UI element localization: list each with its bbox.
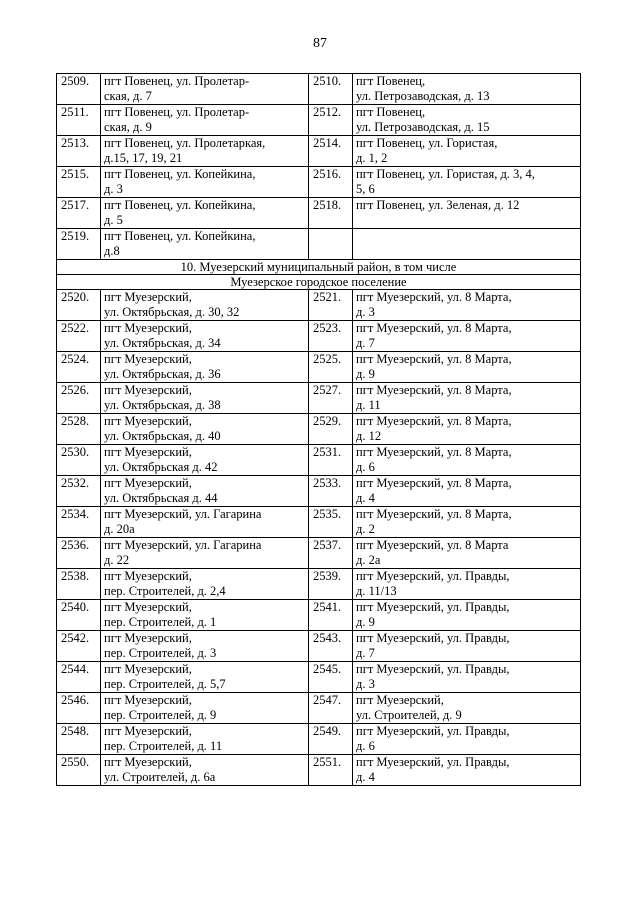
entry-number: 2532. — [57, 476, 101, 507]
entry-address: пгт Повенец, ул. Копейкина, д.8 — [101, 229, 309, 260]
entry-number: 2515. — [57, 167, 101, 198]
table-body-bottom — [57, 290, 581, 786]
entry-address: пгт Муезерский, ул. Правды, д. 9 — [353, 600, 581, 631]
entry-number: 2536. — [57, 538, 101, 569]
entry-address: пгт Муезерский, ул. Октябрьская, д. 36 — [101, 352, 309, 383]
entry-number — [309, 229, 353, 260]
table-row — [57, 136, 581, 167]
table-row — [57, 600, 581, 631]
table-row — [57, 693, 581, 724]
entry-number: 2522. — [57, 321, 101, 352]
table-row — [57, 105, 581, 136]
entry-number: 2548. — [57, 724, 101, 755]
entry-number: 2542. — [57, 631, 101, 662]
entry-number: 2521. — [309, 290, 353, 321]
subsection-heading: Муезерское городское поселение — [57, 275, 581, 290]
entry-number: 2539. — [309, 569, 353, 600]
section-heading-row — [57, 260, 581, 275]
entry-number: 2516. — [309, 167, 353, 198]
entry-number: 2519. — [57, 229, 101, 260]
entry-number: 2535. — [309, 507, 353, 538]
entry-number: 2549. — [309, 724, 353, 755]
entry-address: пгт Муезерский, ул. Правды, д. 7 — [353, 631, 581, 662]
entry-address: пгт Муезерский, ул. 8 Марта, д. 3 — [353, 290, 581, 321]
entry-address: пгт Муезерский, ул. 8 Марта, д. 9 — [353, 352, 581, 383]
entry-address: пгт Муезерский, пер. Строителей, д. 2,4 — [101, 569, 309, 600]
entry-number: 2528. — [57, 414, 101, 445]
entry-address: пгт Муезерский, ул. 8 Марта, д. 11 — [353, 383, 581, 414]
table-row — [57, 569, 581, 600]
subsection-heading-row — [57, 275, 581, 290]
entry-address: пгт Муезерский, ул. Октябрьская, д. 38 — [101, 383, 309, 414]
entry-number: 2526. — [57, 383, 101, 414]
table-row — [57, 476, 581, 507]
entry-number: 2514. — [309, 136, 353, 167]
entry-address: пгт Муезерский, ул. 8 Марта д. 2а — [353, 538, 581, 569]
entry-number: 2534. — [57, 507, 101, 538]
entry-address: пгт Повенец, ул. Копейкина, д. 5 — [101, 198, 309, 229]
table-row — [57, 631, 581, 662]
entry-number: 2541. — [309, 600, 353, 631]
table-row — [57, 290, 581, 321]
entry-address: пгт Муезерский, ул. Октябрьская, д. 30, 32 — [101, 290, 309, 321]
entry-number: 2520. — [57, 290, 101, 321]
entry-number: 2547. — [309, 693, 353, 724]
entry-address: пгт Муезерский, ул. Строителей, д. 6а — [101, 755, 309, 786]
entry-number: 2510. — [309, 74, 353, 105]
entry-address: пгт Муезерский, ул. Правды, д. 11/13 — [353, 569, 581, 600]
entry-address: пгт Муезерский, ул. 8 Марта, д. 6 — [353, 445, 581, 476]
table-row — [57, 445, 581, 476]
table-row — [57, 507, 581, 538]
entry-address: пгт Муезерский, пер. Строителей, д. 9 — [101, 693, 309, 724]
table-row — [57, 321, 581, 352]
entry-number: 2513. — [57, 136, 101, 167]
entry-number: 2551. — [309, 755, 353, 786]
entry-number: 2517. — [57, 198, 101, 229]
entry-address: пгт Муезерский, пер. Строителей, д. 11 — [101, 724, 309, 755]
table-body-top — [57, 74, 581, 260]
entry-number: 2546. — [57, 693, 101, 724]
entry-address: пгт Муезерский, ул. Октябрьская, д. 34 — [101, 321, 309, 352]
table-row — [57, 414, 581, 445]
entry-number: 2530. — [57, 445, 101, 476]
entry-address: пгт Повенец, ул. Петрозаводская, д. 15 — [353, 105, 581, 136]
table-row — [57, 198, 581, 229]
entry-address: пгт Повенец, ул. Пролетар- ская, д. 9 — [101, 105, 309, 136]
table-row — [57, 724, 581, 755]
entry-address: пгт Муезерский, ул. Правды, д. 6 — [353, 724, 581, 755]
table-row — [57, 755, 581, 786]
entry-address: пгт Муезерский, пер. Строителей, д. 1 — [101, 600, 309, 631]
entry-address: пгт Повенец, ул. Гористая, д. 3, 4, 5, 6 — [353, 167, 581, 198]
entry-address: пгт Повенец, ул. Пролетар- ская, д. 7 — [101, 74, 309, 105]
entry-address: пгт Повенец, ул. Зеленая, д. 12 — [353, 198, 581, 229]
entry-number: 2509. — [57, 74, 101, 105]
entry-number: 2512. — [309, 105, 353, 136]
entry-number: 2518. — [309, 198, 353, 229]
entry-address — [353, 229, 581, 260]
section-header — [57, 260, 581, 290]
table-row — [57, 167, 581, 198]
entry-address: пгт Муезерский, ул. Гагарина д. 20а — [101, 507, 309, 538]
entry-address: пгт Муезерский, ул. Гагарина д. 22 — [101, 538, 309, 569]
table-row — [57, 538, 581, 569]
entry-number: 2533. — [309, 476, 353, 507]
entry-address: пгт Муезерский, ул. Октябрьская д. 42 — [101, 445, 309, 476]
entry-address: пгт Повенец, ул. Петрозаводская, д. 13 — [353, 74, 581, 105]
table-row — [57, 352, 581, 383]
section-heading: 10. Муезерский муниципальный район, в том числе — [57, 260, 581, 275]
entry-address: пгт Муезерский, ул. Правды, д. 4 — [353, 755, 581, 786]
entry-address: пгт Повенец, ул. Пролетаркая, д.15, 17, 19, 21 — [101, 136, 309, 167]
entry-address: пгт Муезерский, ул. Строителей, д. 9 — [353, 693, 581, 724]
entry-number: 2527. — [309, 383, 353, 414]
entry-address: пгт Муезерский, пер. Строителей, д. 5,7 — [101, 662, 309, 693]
entry-number: 2525. — [309, 352, 353, 383]
entry-address: пгт Муезерский, ул. Октябрьская, д. 40 — [101, 414, 309, 445]
entry-number: 2511. — [57, 105, 101, 136]
table-row — [57, 229, 581, 260]
entry-number: 2544. — [57, 662, 101, 693]
table-row — [57, 383, 581, 414]
entry-number: 2540. — [57, 600, 101, 631]
entry-address: пгт Муезерский, ул. Правды, д. 3 — [353, 662, 581, 693]
entry-address: пгт Муезерский, ул. 8 Марта, д. 2 — [353, 507, 581, 538]
entry-address: пгт Повенец, ул. Гористая, д. 1, 2 — [353, 136, 581, 167]
entry-number: 2550. — [57, 755, 101, 786]
entry-number: 2523. — [309, 321, 353, 352]
entry-address: пгт Муезерский, ул. Октябрьская д. 44 — [101, 476, 309, 507]
entry-number: 2529. — [309, 414, 353, 445]
entry-address: пгт Повенец, ул. Копейкина, д. 3 — [101, 167, 309, 198]
entry-number: 2543. — [309, 631, 353, 662]
entry-number: 2545. — [309, 662, 353, 693]
address-table — [56, 73, 581, 786]
entry-number: 2531. — [309, 445, 353, 476]
entry-address: пгт Муезерский, ул. 8 Марта, д. 4 — [353, 476, 581, 507]
entry-address: пгт Муезерский, ул. 8 Марта, д. 12 — [353, 414, 581, 445]
entry-address: пгт Муезерский, пер. Строителей, д. 3 — [101, 631, 309, 662]
entry-address: пгт Муезерский, ул. 8 Марта, д. 7 — [353, 321, 581, 352]
table-row — [57, 74, 581, 105]
entry-number: 2524. — [57, 352, 101, 383]
entry-number: 2537. — [309, 538, 353, 569]
page-number: 87 — [313, 36, 327, 51]
entry-number: 2538. — [57, 569, 101, 600]
table-row — [57, 662, 581, 693]
